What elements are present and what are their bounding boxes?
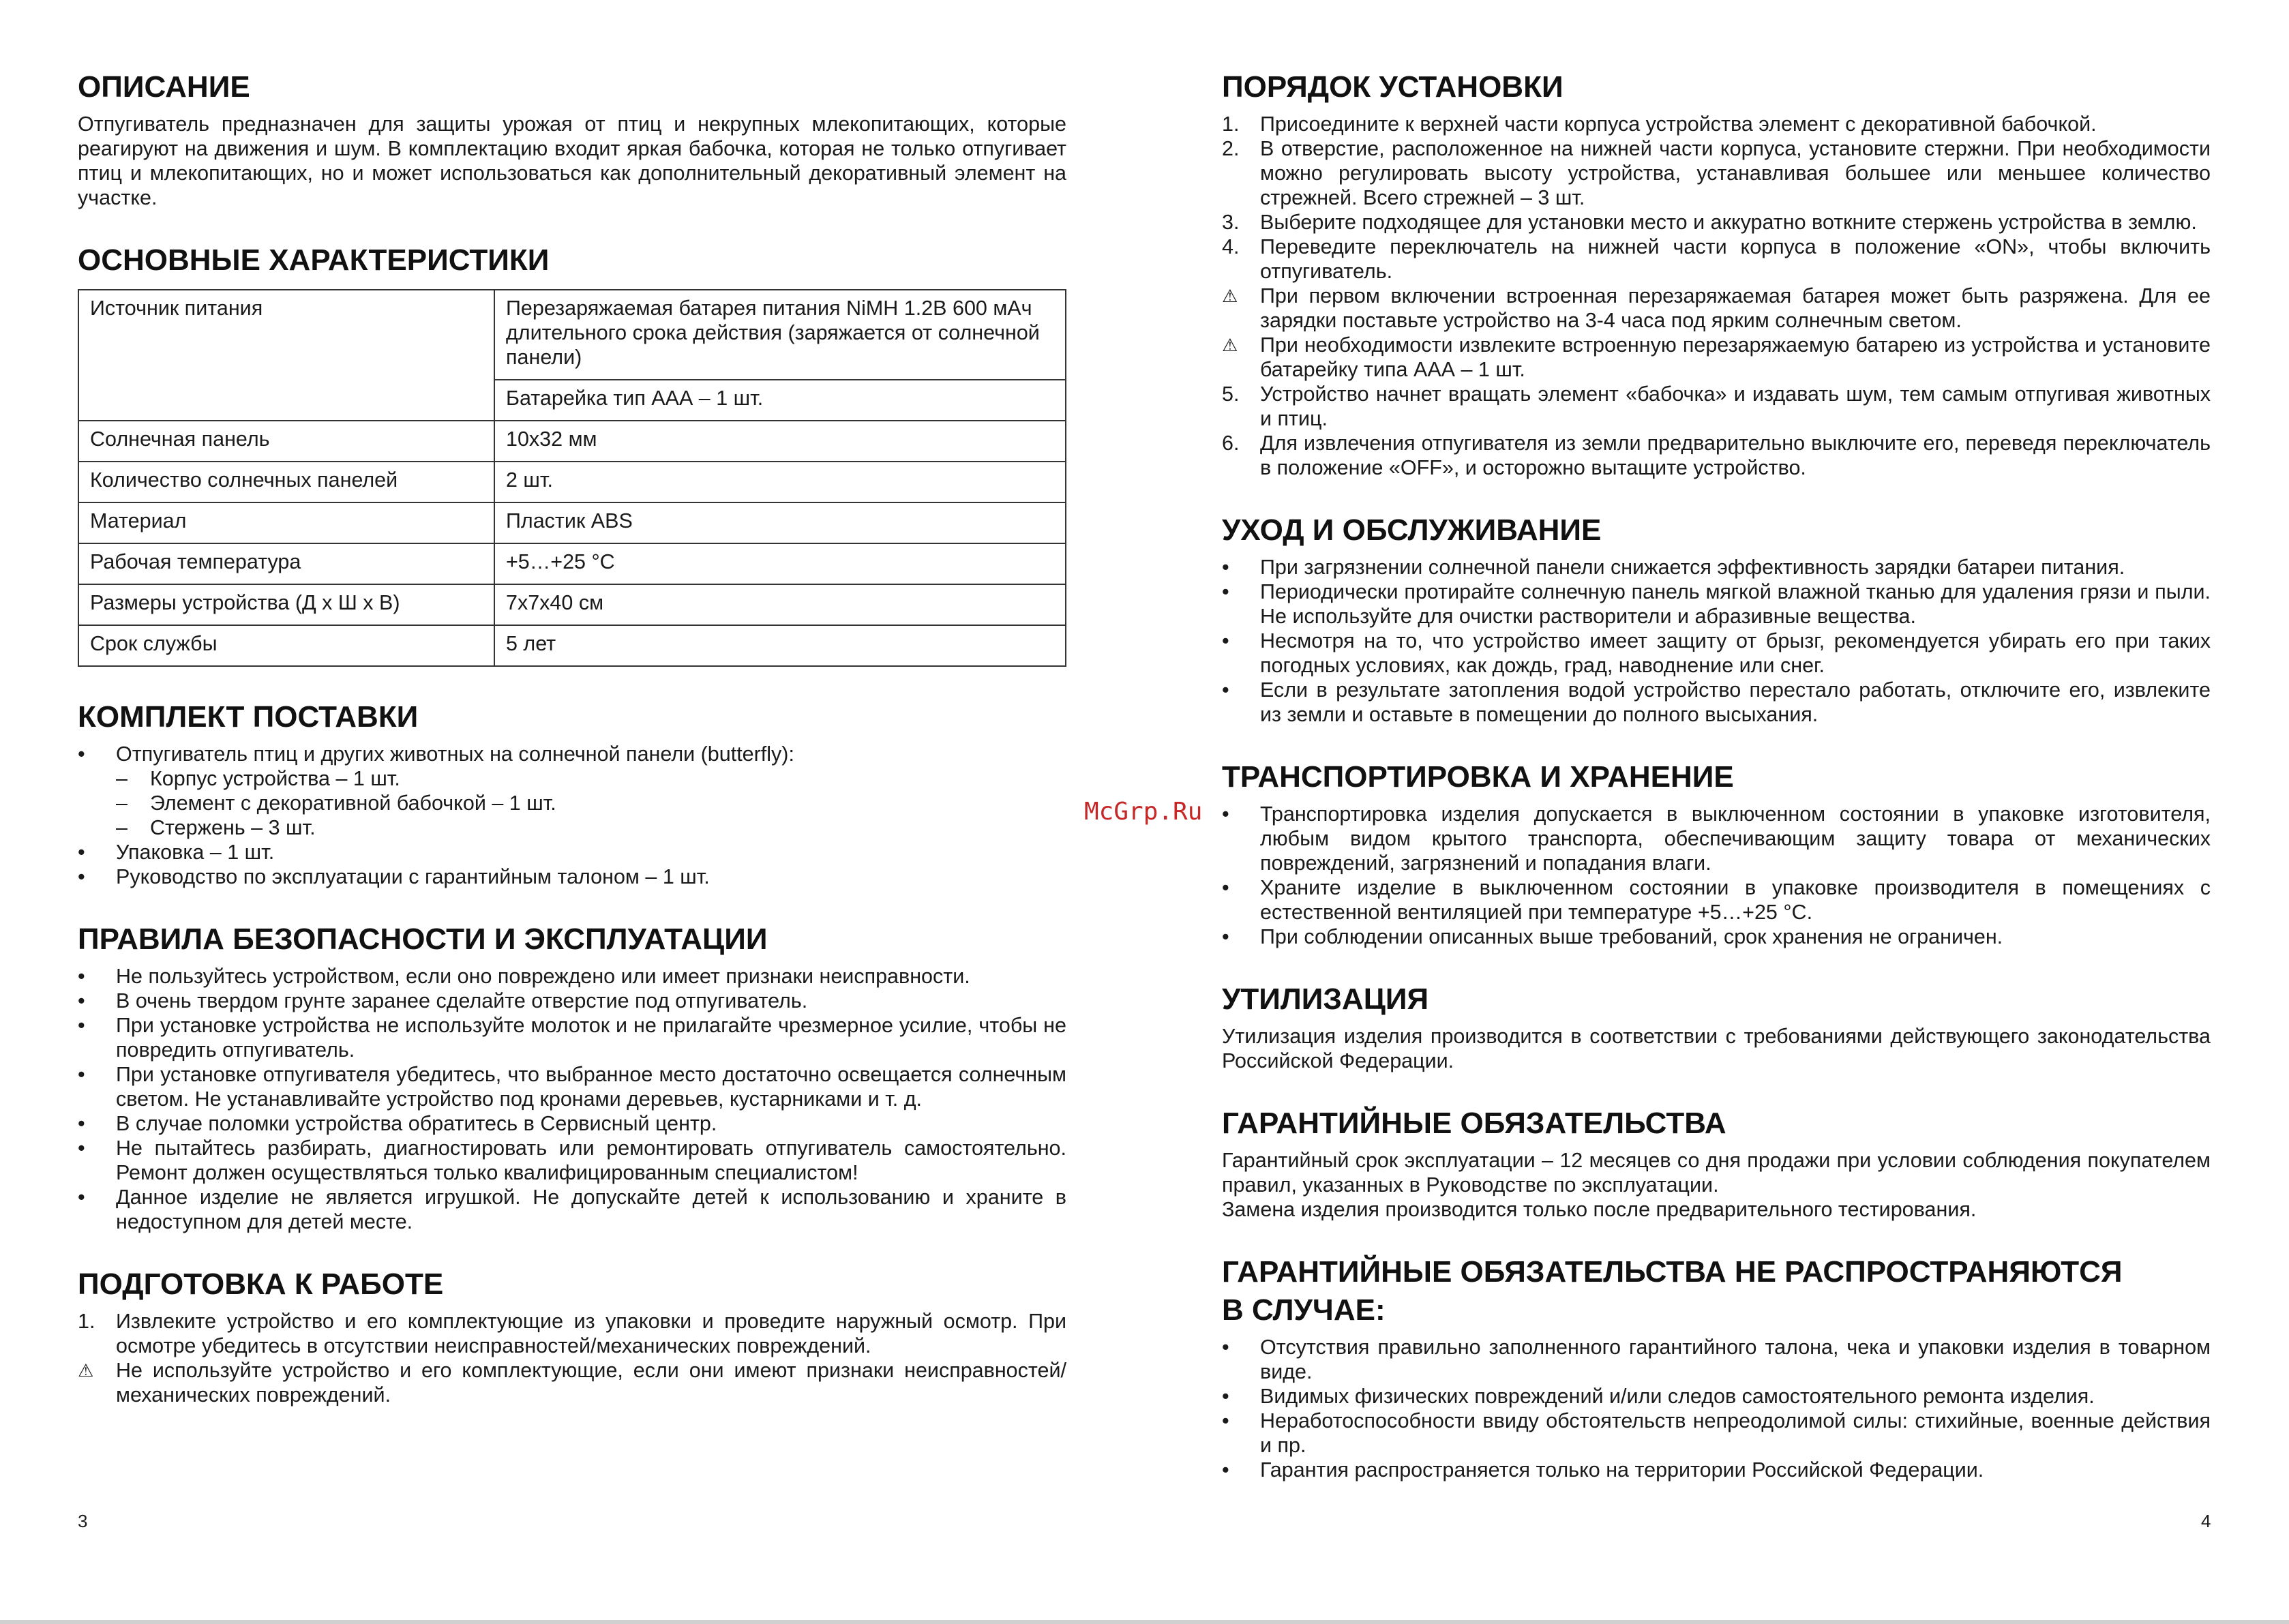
list-item: 3. Выберите подходящее для установки место и аккуратно воткните стержень устройства в землю.	[1222, 211, 2197, 234]
list-item: ⚠ При первом включении встроенная перезаряжаемая батарея может быть разряжена. Для ее зарядки поставьте устройство на 3-4 часа под ярким солнечным светом.	[1222, 284, 2211, 332]
section-title: ГАРАНТИЙНЫЕ ОБЯЗАТЕЛЬСТВА НЕ РАСПРОСТРАНЯЮТСЯ В СЛУЧАЕ:	[1222, 1255, 2123, 1327]
list-item: • При загрязнении солнечной панели снижается эффективность зарядки батареи питания.	[1222, 556, 2125, 579]
list-item: ⚠ При необходимости извлеките встроенную перезаряжаемую батарею из устройства и установите батарейку типа ААА – 1 шт.	[1222, 333, 2211, 381]
transport-list	[1222, 802, 2211, 949]
bullet-marker: •	[1222, 925, 1229, 948]
list-item: • Не пытайтесь разбирать, диагностировать или ремонтировать отпугиватель самостоятельно. Ремонт должен осуществляться только квалифицированным специалистом!	[78, 1137, 1066, 1184]
install-list	[1222, 112, 2211, 480]
list-item: 5. Устройство начнет вращать элемент «бабочка» и издавать шум, тем самым отпугивая животных и птиц.	[1222, 382, 2211, 430]
spec-label: Источник питания	[78, 290, 494, 421]
bullet-marker: •	[78, 865, 85, 888]
warning-icon: ⚠	[78, 1360, 94, 1381]
section-title: УХОД И ОБСЛУЖИВАНИЕ	[1222, 513, 1602, 547]
spec-label: Срок службы	[78, 625, 494, 666]
prep-list	[78, 1309, 1066, 1407]
list-item: 6. Для извлечения отпугивателя из земли предварительно выключите его, переведя переключатель в положение «OFF», и осторожно вытащите устройство.	[1222, 432, 2211, 479]
list-item: • Гарантия распространяется только на территории Российской Федерации.	[1222, 1458, 1984, 1482]
bullet-marker: •	[78, 742, 85, 766]
section-kit	[78, 698, 1066, 889]
spec-value: Перезаряжаемая батарея питания NiMH 1.2В 600 мАч длительного срока действия (заряжается от солнечной панели)	[494, 290, 1066, 380]
list-item: • При соблюдении описанных выше требований, срок хранения не ограничен.	[1222, 925, 2003, 948]
bullet-marker: •	[78, 1112, 85, 1135]
spec-label: Материал	[78, 502, 494, 543]
list-item: • При установке устройства не используйте молоток и не прилагайте чрезмерное усилие, чтобы не повредить отпугиватель.	[78, 1014, 1066, 1062]
list-item: • Отсутствия правильно заполненного гарантийного талона, чека и упаковки изделия в товарном виде.	[1222, 1336, 2211, 1383]
bullet-marker: •	[78, 1137, 85, 1160]
section-title: ОПИСАНИЕ	[78, 70, 250, 104]
bullet-marker: •	[1222, 1336, 1229, 1359]
left-page	[78, 68, 1066, 1439]
safety-list	[78, 964, 1066, 1234]
table-row	[78, 543, 1066, 584]
bullet-marker: •	[78, 1014, 85, 1037]
table-row	[78, 584, 1066, 625]
list-item: 1. Извлеките устройство и его комплектующие из упаковки и проведите наружный осмотр. При осмотре убедитесь в отсутствии неисправностей/механических повреждений.	[78, 1310, 1066, 1357]
spec-value: 2 шт.	[494, 462, 1066, 502]
warning-icon: ⚠	[1222, 335, 1238, 355]
dash-marker: –	[116, 767, 128, 790]
section-title: ОСНОВНЫЕ ХАРАКТЕРИСТИКИ	[78, 243, 550, 277]
bottom-divider	[0, 1620, 2289, 1624]
table-row	[78, 625, 1066, 666]
bullet-marker: •	[1222, 629, 1229, 652]
section-title: КОМПЛЕКТ ПОСТАВКИ	[78, 700, 419, 734]
section-warranty	[1222, 1104, 2211, 1222]
warning-icon: ⚠	[1222, 286, 1238, 306]
section-exclusions	[1222, 1253, 2211, 1482]
list-item: • Транспортировка изделия допускается в выключенном состоянии в упаковке изготовителя, любым видом крытого транспорта, обеспечивающим защиту товара от механических повреждений, загрязнений и попадания влаги.	[1222, 802, 2211, 875]
section-title: ПОРЯДОК УСТАНОВКИ	[1222, 70, 1564, 104]
section-disposal	[1222, 980, 2211, 1073]
bullet-marker: •	[1222, 1385, 1229, 1408]
number-marker: 6.	[1222, 432, 1240, 455]
spec-label: Рабочая температура	[78, 543, 494, 584]
bullet-marker: •	[1222, 876, 1229, 899]
number-marker: 1.	[78, 1310, 95, 1333]
description-text: Отпугиватель предназначен для защиты урожая от птиц и некрупных млекопитающих, которые реагируют на движения и шум. В комплектацию входит яркая бабочка, которая не только отпугивает птиц и млекопитающих, но и может использоваться как дополнительный декоративный элемент на участке.	[78, 112, 1066, 209]
spec-value: 7х7х40 см	[494, 584, 1066, 625]
table-row	[78, 421, 1066, 462]
page-number-left: 3	[78, 1511, 88, 1531]
bullet-marker: •	[78, 965, 85, 988]
section-safety	[78, 920, 1066, 1234]
kit-list	[78, 742, 1066, 889]
list-item: • Не пользуйтесь устройством, если оно повреждено или имеет признаки неисправности.	[78, 965, 970, 988]
list-item: • Неработоспособности ввиду обстоятельств непреодолимой силы: стихийные, военные действия и пр.	[1222, 1409, 2211, 1457]
section-title: ПОДГОТОВКА К РАБОТЕ	[78, 1267, 444, 1301]
bullet-marker: •	[1222, 1409, 1229, 1432]
number-marker: 1.	[1222, 112, 1240, 136]
number-marker: 5.	[1222, 382, 1240, 406]
spec-label: Количество солнечных панелей	[78, 462, 494, 502]
section-description	[78, 68, 1066, 210]
spec-value: Пластик ABS	[494, 502, 1066, 543]
warranty-text: Замена изделия производится только после предварительного тестирования.	[1222, 1198, 1977, 1221]
list-item: • Отпугиватель птиц и других животных на солнечной панели (butterfly):	[78, 742, 794, 766]
table-row	[78, 502, 1066, 543]
bullet-marker: •	[1222, 1458, 1229, 1482]
spec-label: Солнечная панель	[78, 421, 494, 462]
bullet-marker: •	[1222, 556, 1229, 579]
spec-value: Батарейка тип ААА – 1 шт.	[494, 380, 1066, 421]
number-marker: 4.	[1222, 235, 1240, 258]
right-page	[1222, 68, 2211, 1514]
table-row	[78, 290, 1066, 380]
list-item: ⚠ Не используйте устройство и его комплектующие, если они имеют признаки неисправностей/механических повреждений.	[78, 1359, 1066, 1407]
watermark-text: McGrp.Ru	[1084, 798, 1203, 826]
spec-value: 5 лет	[494, 625, 1066, 666]
section-specs	[78, 241, 1066, 667]
table-row	[78, 462, 1066, 502]
bullet-marker: •	[1222, 580, 1229, 603]
spec-value: +5…+25 °С	[494, 543, 1066, 584]
list-item: • Руководство по эксплуатации с гарантийным талоном – 1 шт.	[78, 865, 710, 888]
list-item: • В очень твердом грунте заранее сделайте отверстие под отпугиватель.	[78, 989, 808, 1012]
list-item: • Несмотря на то, что устройство имеет защиту от брызг, рекомендуется убирать его при таких погодных условиях, как дождь, град, наводнение или снег.	[1222, 629, 2211, 677]
section-title: ПРАВИЛА БЕЗОПАСНОСТИ И ЭКСПЛУАТАЦИИ	[78, 922, 768, 956]
list-item: • Храните изделие в выключенном состоянии в упаковке производителя в помещениях с естественной вентиляцией при температуре +5…+25 °С.	[1222, 876, 2211, 924]
bullet-marker: •	[78, 989, 85, 1012]
list-item: 1. Присоедините к верхней части корпуса устройства элемент с декоративной бабочкой.	[1222, 112, 2097, 136]
list-item: 2. В отверстие, расположенное на нижней части корпуса, установите стержни. При необходимости можно регулировать высоту устройства, устанавливая большее или меньшее количество стрежней. Всего стрежней – 3 шт.	[1222, 137, 2211, 209]
section-title: УТИЛИЗАЦИЯ	[1222, 982, 1429, 1016]
list-item: • При установке отпугивателя убедитесь, что выбранное место достаточно освещается солнечным светом. Не устанавливайте устройство под кронами деревьев, кустарниками и т. д.	[78, 1063, 1066, 1111]
list-item: • Видимых физических повреждений и/или следов самостоятельного ремонта изделия.	[1222, 1385, 2095, 1408]
list-item: 4. Переведите переключатель на нижней части корпуса в положение «ON», чтобы включить отпугиватель.	[1222, 235, 2211, 283]
list-subitem: – Стержень – 3 шт.	[116, 816, 316, 839]
care-list	[1222, 555, 2211, 727]
section-install	[1222, 68, 2211, 480]
bullet-marker: •	[78, 841, 85, 864]
section-title: ТРАНСПОРТИРОВКА И ХРАНЕНИЕ	[1222, 760, 1734, 794]
list-item: • Если в результате затопления водой устройство перестало работать, отключите его, извлеките из земли и оставьте в помещении до полного высыхания.	[1222, 678, 2211, 726]
specs-table	[78, 289, 1066, 667]
warranty-text: Гарантийный срок эксплуатации – 12 месяцев со дня продажи при условии соблюдения покупателем правил, указанных в Руководстве по эксплуатации.	[1222, 1149, 2211, 1197]
dash-marker: –	[116, 792, 128, 815]
list-item: • Упаковка – 1 шт.	[78, 841, 275, 864]
bullet-marker: •	[78, 1186, 85, 1209]
section-title: ГАРАНТИЙНЫЕ ОБЯЗАТЕЛЬСТВА	[1222, 1107, 1726, 1140]
number-marker: 3.	[1222, 211, 1240, 234]
page-number-right: 4	[2201, 1511, 2211, 1531]
spec-value: 10х32 мм	[494, 421, 1066, 462]
section-care	[1222, 511, 2211, 727]
bullet-marker: •	[78, 1063, 85, 1086]
bullet-marker: •	[1222, 678, 1229, 702]
disposal-text: Утилизация изделия производится в соответствии с требованиями действующего законодательства Российской Федерации.	[1222, 1025, 2211, 1072]
section-transport	[1222, 758, 2211, 949]
exclusions-list	[1222, 1335, 2211, 1482]
bullet-marker: •	[1222, 802, 1229, 826]
list-item: • Периодически протирайте солнечную панель мягкой влажной тканью для удаления грязи и пыли. Не используйте для очистки растворители и абразивные вещества.	[1222, 580, 2211, 628]
number-marker: 2.	[1222, 137, 1240, 160]
dash-marker: –	[116, 816, 128, 839]
list-item: • Данное изделие не является игрушкой. Не допускайте детей к использованию и храните в недоступном для детей месте.	[78, 1186, 1066, 1233]
list-subitem: – Элемент с декоративной бабочкой – 1 шт.	[116, 792, 556, 815]
section-prep	[78, 1265, 1066, 1407]
list-item: • В случае поломки устройства обратитесь в Сервисный центр.	[78, 1112, 717, 1135]
list-subitem: – Корпус устройства – 1 шт.	[116, 767, 400, 790]
spec-label: Размеры устройства (Д х Ш х В)	[78, 584, 494, 625]
